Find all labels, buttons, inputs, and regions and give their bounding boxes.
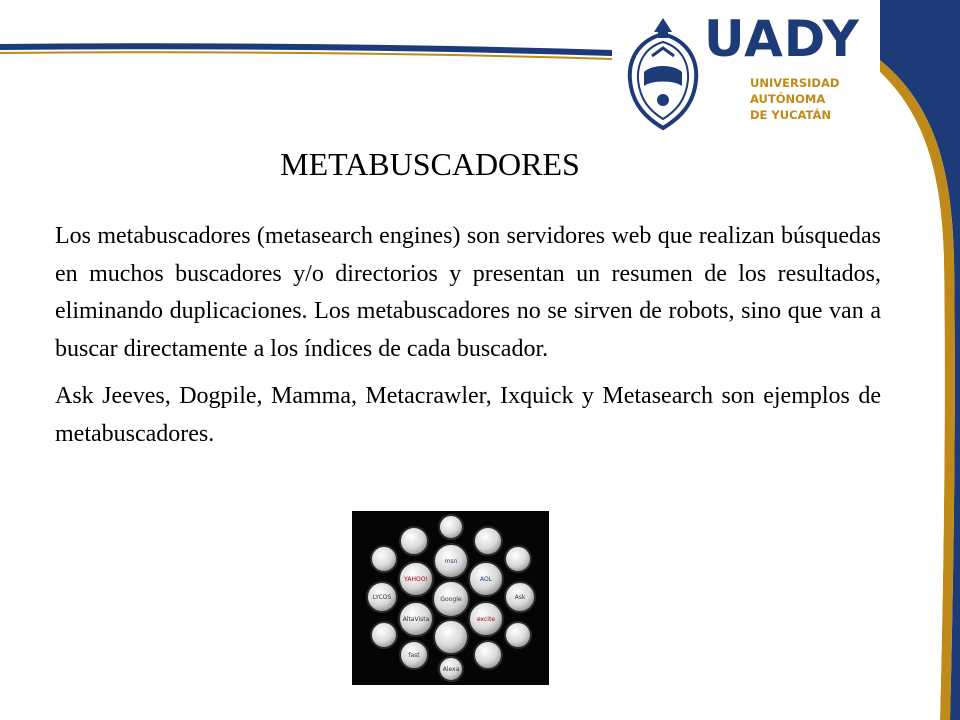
right-swoosh [880,0,960,720]
engine-label-lycos: LYCOS [372,594,392,601]
logo-wordmark: UADY [704,10,860,68]
engine-label-excite: excite [476,616,496,623]
engine-button [434,620,468,654]
engine-button [505,546,531,572]
engine-button [474,527,502,555]
engine-label-yahoo: YAHOO! [404,576,428,583]
uady-logo [622,10,860,132]
search-engines-illustration [352,511,549,685]
paragraph-examples: Ask Jeeves, Dogpile, Mamma, Metacrawler, Ixquick y Metasearch son ejemplos de metabuscadores. [55,383,881,447]
university-seal-icon [622,14,704,132]
paragraph-definition: Los metabuscadores (metasearch engines) son servidores web que realizan búsquedas en muchos buscadores y/o directorios y presentan un resumen de los resultados, eliminando duplicaciones. Los metabuscadores no se sirven de robots, sino que van a buscar directamente a los índices de cada buscador. [55,223,881,362]
engine-button [371,546,397,572]
engine-label-fast: fast [408,652,420,659]
engine-label-ask: Ask [514,594,526,601]
logo-subtitle-line-2: AUTÓNOMA [750,92,826,106]
slide-title [0,146,860,183]
engine-label-aol: AOL [479,576,493,583]
engine-button [371,622,397,648]
engine-label-msn: msn [444,558,458,565]
search-engines-image [352,511,549,685]
engine-button [400,527,428,555]
slide-body [55,218,881,463]
logo-subtitle-line-3: DE YUCATÁN [750,108,831,122]
engine-label-alexa: Alexa [442,666,460,673]
logo-subtitle-line-1: UNIVERSIDAD [750,76,840,90]
engine-label-altavista: AltaVista [402,616,430,623]
engine-button [474,641,502,669]
slide-title-text: METABUSCADORES [280,146,580,182]
engine-button [439,515,463,539]
engine-label-google: Google [440,596,462,603]
engine-button [505,622,531,648]
